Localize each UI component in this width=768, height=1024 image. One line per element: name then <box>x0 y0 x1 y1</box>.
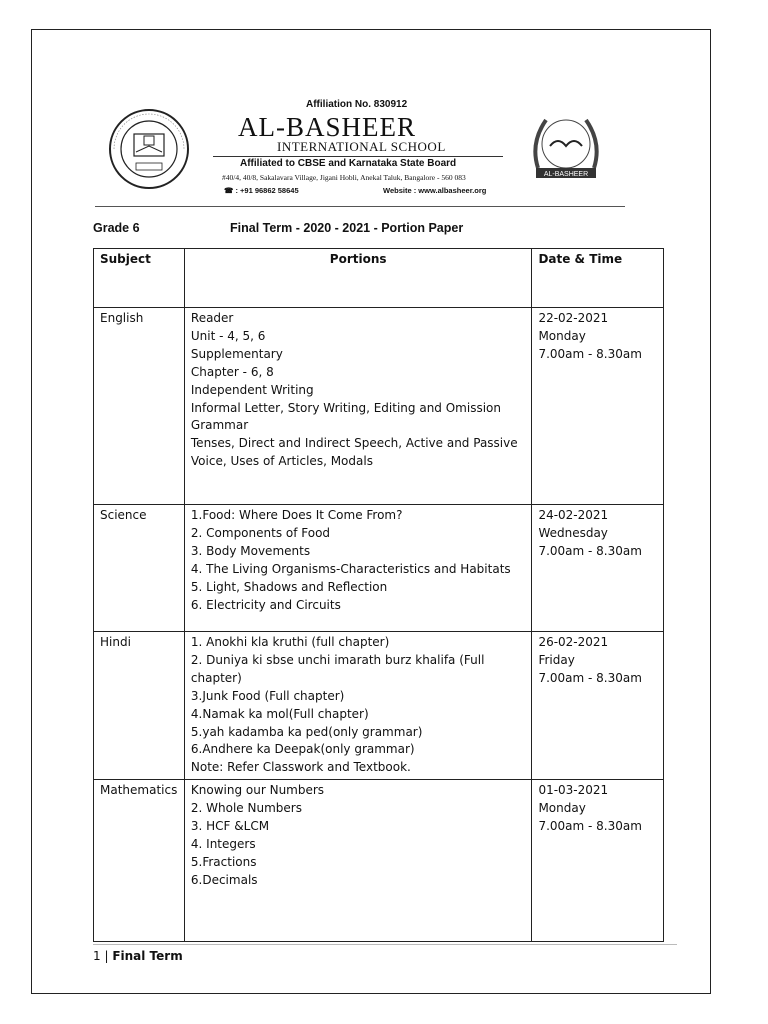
portion-item: 2. Duniya ki sbse unchi imarath burz khalifa (Full chapter) <box>190 652 485 685</box>
portion-item: 4.Namak ka mol(Full chapter) <box>190 706 369 721</box>
portion-item: Informal Letter, Story Writing, Editing and Omission <box>190 400 501 415</box>
portion-item: 3. HCF &LCM <box>190 819 270 834</box>
page-number: 1 <box>93 949 101 963</box>
date-time-line: 7.00am - 8.30am <box>538 346 642 361</box>
subject-cell: Science <box>94 505 185 632</box>
portion-item: Unit - 4, 5, 6 <box>190 328 266 343</box>
portions-cell <box>184 632 532 780</box>
paper-title: Final Term - 2020 - 2021 - Portion Paper <box>230 221 464 235</box>
affiliation-text: Affiliated to CBSE and Karnataka State Board <box>240 158 457 169</box>
cbse-logo <box>108 108 190 190</box>
page-footer: 1 | Final Term <box>93 949 183 963</box>
portion-item: Supplementary <box>190 346 283 361</box>
table-row <box>94 308 664 505</box>
portion-item: 6.Decimals <box>190 872 258 887</box>
school-subtitle: INTERNATIONAL SCHOOL <box>277 139 446 154</box>
school-phone <box>224 186 299 195</box>
header-subject: Subject <box>94 249 185 308</box>
date-time-cell <box>532 308 664 505</box>
date-time-line: Monday <box>538 801 586 816</box>
portion-item: Knowing our Numbers <box>190 783 325 798</box>
portion-item: Independent Writing <box>190 382 314 397</box>
portion-item: 6.Andhere ka Deepak(only grammar) <box>190 742 415 757</box>
school-website: Website : www.albasheer.org <box>383 186 487 195</box>
portion-item: 1. Anokhi kla kruthi (full chapter) <box>190 635 390 649</box>
date-time-line: Monday <box>538 328 586 343</box>
date-time-cell <box>532 505 664 632</box>
table-body <box>94 308 664 942</box>
portion-item: 3. Body Movements <box>190 543 311 558</box>
date-time-line: 22-02-2021 <box>538 311 609 325</box>
portions-cell <box>184 505 532 632</box>
portion-item: 2. Components of Food <box>190 525 331 540</box>
school-address: #40/4, 40/8, Sakalavara Village, Jigani Hobli, Anekal Taluk, Bangalore - 560 083 <box>222 173 466 182</box>
table-header-row <box>94 249 664 308</box>
portions-cell <box>184 780 532 942</box>
date-time-line: 7.00am - 8.30am <box>538 670 642 685</box>
portion-item: 2. Whole Numbers <box>190 801 302 816</box>
table-row <box>94 505 664 632</box>
portion-item: Grammar <box>190 418 249 433</box>
portion-item: 4. Integers <box>190 836 256 851</box>
date-time-line: 7.00am - 8.30am <box>538 819 642 834</box>
date-time-line: 7.00am - 8.30am <box>538 543 642 558</box>
portion-item: 5. Light, Shadows and Reflection <box>190 579 388 594</box>
portion-item: 6. Electricity and Circuits <box>190 597 341 612</box>
table-row <box>94 780 664 942</box>
portion-item: 3.Junk Food (Full chapter) <box>190 688 345 703</box>
portion-item: Chapter - 6, 8 <box>190 364 274 379</box>
date-time-line: 26-02-2021 <box>538 635 609 649</box>
header-date-time: Date & Time <box>532 249 664 308</box>
header-divider <box>213 156 503 157</box>
portion-item: 5.Fractions <box>190 854 257 869</box>
grade-label: Grade 6 <box>93 221 140 235</box>
al-basheer-logo <box>528 108 604 192</box>
header-portions: Portions <box>184 249 532 308</box>
portion-item: 1.Food: Where Does It Come From? <box>190 508 403 522</box>
date-time-line: Wednesday <box>538 525 608 540</box>
portion-table <box>93 248 664 942</box>
portions-cell <box>184 308 532 505</box>
school-name: AL-BASHEER <box>238 112 416 142</box>
date-time-cell <box>532 632 664 780</box>
affiliation-number: Affiliation No. 830912 <box>306 99 408 110</box>
portion-item: Reader <box>190 311 234 325</box>
phone-number: : +91 96862 58645 <box>235 186 299 195</box>
portion-item: Note: Refer Classwork and Textbook. <box>190 760 411 775</box>
portion-item: 5.yah kadamba ka ped(only grammar) <box>190 724 423 739</box>
date-time-cell <box>532 780 664 942</box>
footer-label: Final Term <box>112 949 183 963</box>
phone-icon: ☎ <box>224 186 236 195</box>
footer-rule <box>93 944 677 945</box>
date-time-line: Friday <box>538 652 575 667</box>
date-time-line: 24-02-2021 <box>538 508 609 522</box>
portion-item: Tenses, Direct and Indirect Speech, Active and Passive Voice, Uses of Articles, Modals <box>190 436 518 469</box>
header-bottom-rule <box>95 206 625 207</box>
subject-cell: Mathematics <box>94 780 185 942</box>
subject-cell: Hindi <box>94 632 185 780</box>
portion-item: 4. The Living Organisms-Characteristics and Habitats <box>190 561 511 576</box>
date-time-line: 01-03-2021 <box>538 783 609 798</box>
table-row <box>94 632 664 780</box>
logo-right-text: AL-BASHEER <box>543 171 589 178</box>
subject-cell: English <box>94 308 185 505</box>
